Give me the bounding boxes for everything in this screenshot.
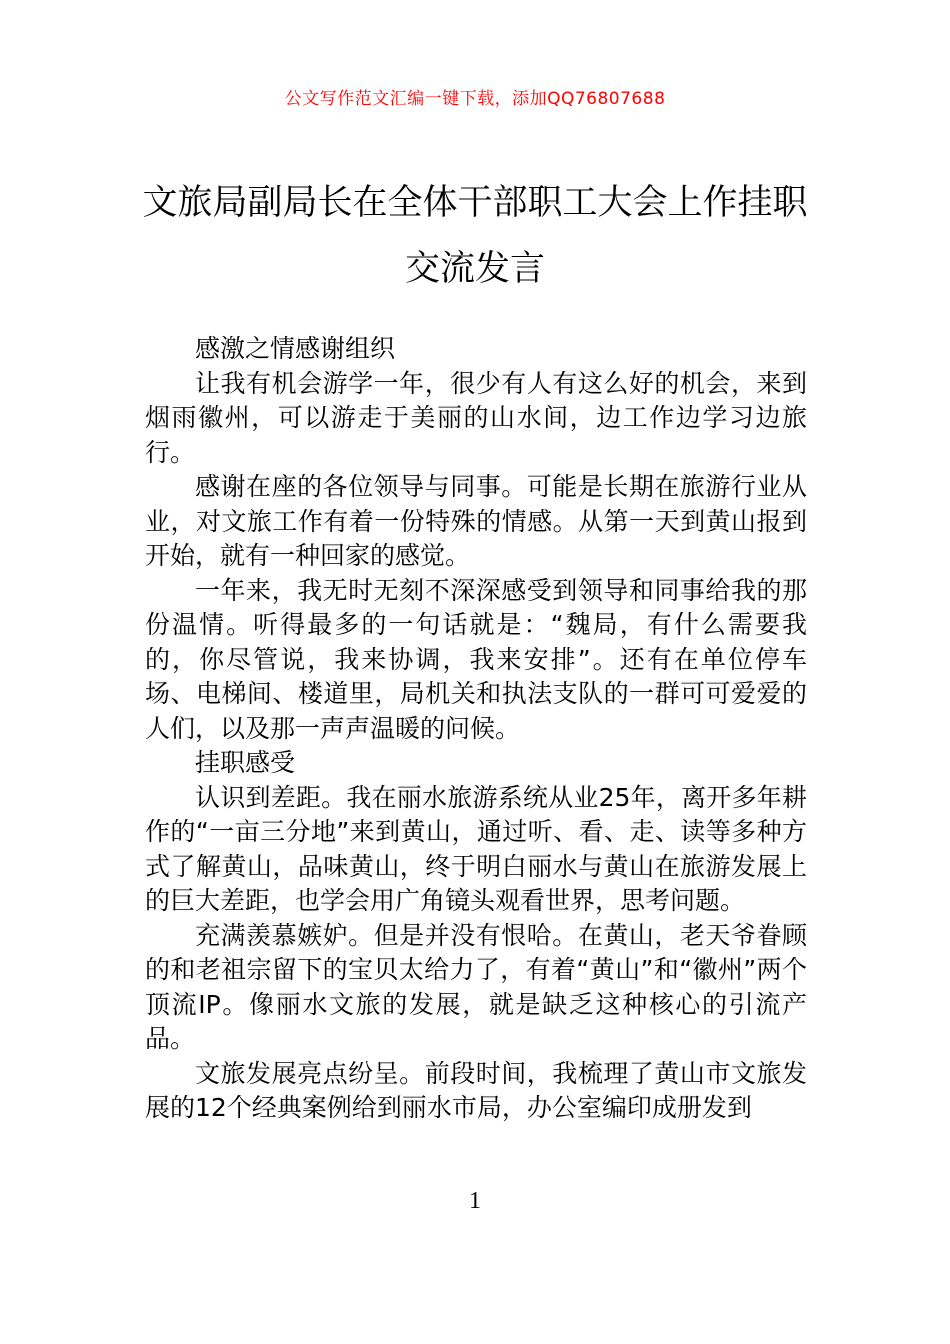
paragraph: 充满羡慕嫉妒。但是并没有恨哈。在黄山，老天爷眷顾的和老祖宗留下的宝贝太给力了，有着“黄山”和“徽州”两个顶流IP。像丽水文旅的发展，就是缺乏这种核心的引流产品。 bbox=[145, 920, 807, 1053]
section-heading: 感激之情感谢组织 bbox=[195, 334, 396, 363]
paragraph: 感谢在座的各位领导与同事。可能是长期在旅游行业从业，对文旅工作有着一份特殊的情感。从第一天到黄山报到开始，就有一种回家的感觉。 bbox=[145, 472, 807, 570]
paragraph: 一年来，我无时无刻不深深感受到领导和同事给我的那份温情。听得最多的一句话就是：“魏局，有什么需要我的，你尽管说，我来协调，我来安排”。还有在单位停车场、电梯间、楼道里，局机关和执法支队的一群可可爱爱的人们，以及那一声声温暖的问候。 bbox=[145, 575, 807, 743]
page-number: 1 bbox=[469, 1188, 481, 1214]
header-note: 公文写作范文汇编一键下载，添加QQ76807688 bbox=[284, 89, 666, 109]
document-body bbox=[145, 332, 807, 1126]
document-title: 文旅局副局长在全体干部职工大会上作挂职交流发言 bbox=[142, 183, 808, 289]
paragraph: 文旅发展亮点纷呈。前段时间，我梳理了黄山市文旅发展的12个经典案例给到丽水市局，办公室编印成册发到 bbox=[145, 1058, 807, 1122]
section-heading: 挂职感受 bbox=[195, 748, 296, 777]
paragraph: 认识到差距。我在丽水旅游系统从业25年，离开多年耕作的“一亩三分地”来到黄山，通过听、看、走、读等多种方式了解黄山，品味黄山，终于明白丽水与黄山在旅游发展上的巨大差距，也学会用广角镜头观看世界，思考问题。 bbox=[145, 782, 807, 915]
paragraph: 让我有机会游学一年，很少有人有这么好的机会，来到烟雨徽州，可以游走于美丽的山水间，边工作边学习边旅行。 bbox=[145, 368, 807, 467]
